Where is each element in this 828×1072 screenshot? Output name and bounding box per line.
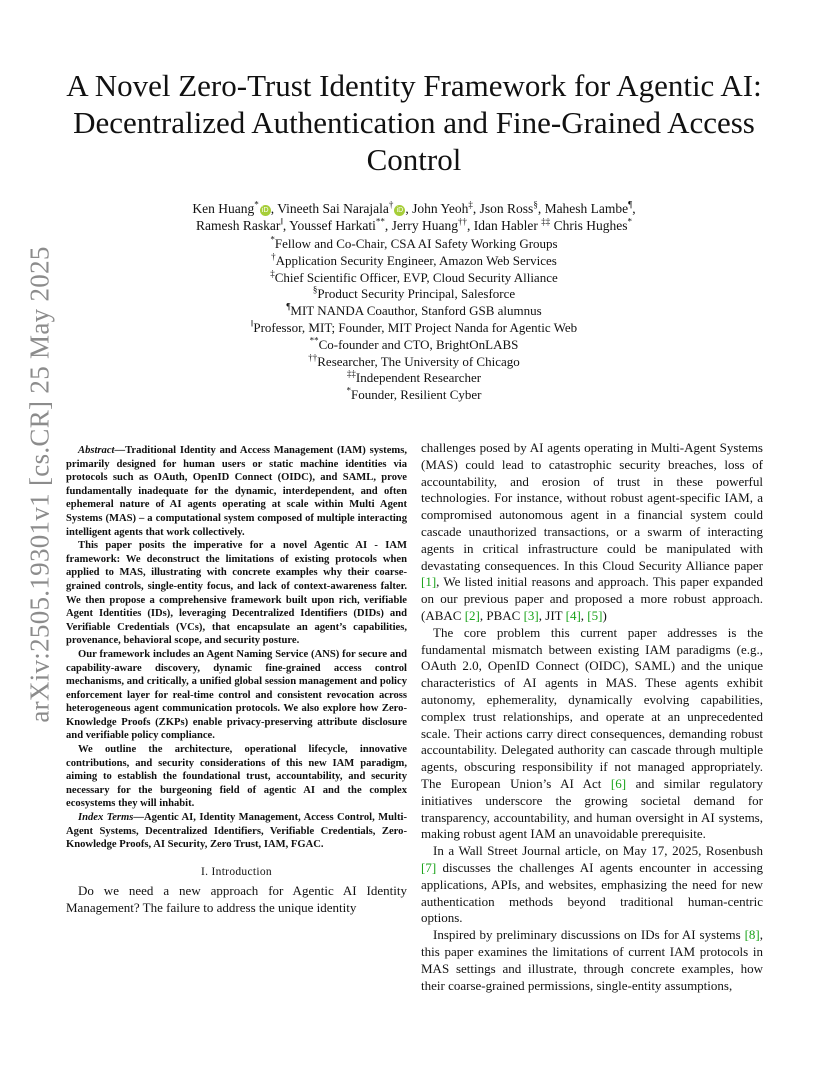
body-paragraph: Inspired by preliminary discussions on IDs for AI systems [8], this paper examines the limitations of current IAM protocols in MAS settings and illustrate, through concrete examples, how their coarse-grained permissions, single-entity assumptions, bbox=[421, 927, 763, 993]
citation-link[interactable]: [1] bbox=[421, 574, 437, 590]
affiliation: ‡Chief Scientific Officer, EVP, Cloud Security Alliance bbox=[270, 268, 558, 285]
intro-paragraph: Do we need a new approach for Agentic AI Identity Management? The failure to address the unique identity bbox=[66, 883, 407, 916]
affiliation-list bbox=[110, 236, 718, 404]
orcid-icon[interactable]: iD bbox=[394, 205, 405, 216]
citation-link[interactable]: [5] bbox=[587, 607, 603, 623]
author-name: Ramesh Raskar bbox=[196, 218, 281, 233]
citation-link[interactable]: [4] bbox=[565, 607, 581, 623]
abstract-paragraph: This paper posits the imperative for a novel Agentic AI - IAM framework: We deconstruct the limitations of existing protocols when applied to MAS, illustrating with concrete examples why their coarse-grained controls, single-entity focus, and lack of context-awareness falter. We then propose a comprehensive framework built upon rich, verifiable Agent Identities (IDs), leveraging Decentralized Identifiers (DIDs) and Verifiable Credentials (VCs), that encapsulate an agent’s capabilities, provenance, behavioral scope, and security posture. bbox=[66, 540, 407, 647]
citation-link[interactable]: [8] bbox=[744, 927, 760, 943]
citation-link[interactable]: [6] bbox=[610, 775, 627, 791]
abstract-paragraph: We outline the architecture, operational lifecycle, innovative contributions, and security considerations of this new IAM paradigm, aiming to establish the foundational trust, accountability, and security necessary for the burgeoning field of agentic AI and the complex ecosystems they will inhabit. bbox=[66, 744, 407, 810]
author-line-1: Ken Huang*iD , Vineeth Sai Narajala†iD , John Yeoh‡, Json Ross§, Mahesh Lambe¶, bbox=[192, 199, 636, 216]
index-terms: Index Terms—Agentic AI, Identity Management, Access Control, Multi-Agent Systems, Decentralized Identifiers, Verifiable Credentials, Zero-Knowledge Proofs, AI Security, Zero Trust, IAM, FGAC. bbox=[66, 812, 407, 851]
body-paragraph: challenges posed by AI agents operating in Multi-Agent Systems (MAS) could lead to catastrophic security breaches, loss of accountability, and erosion of trust in these powerful technologies. For instance, without robust agent-specific IAM, a compromised autonomous agent in a financial system could cascade unauthorized transactions, or a swarm of interacting agents in critical infrastructure could be manipulated with devastating consequences. In this Cloud Security Alliance paper [1], We listed initial reasons and approach. This paper expanded on our previous paper and proposed a more robust approach. (ABAC [2], PBAC [3], JIT [4], [5]) bbox=[421, 440, 763, 623]
author-name: Mahesh Lambe bbox=[544, 201, 629, 216]
body-paragraph: In a Wall Street Journal article, on May 17, 2025, Rosenbush [7] discusses the challenges AI agents encounter in accessing applications, APIs, and websites, emphasizing the need for new authentication methods beyond traditional human-centric options. bbox=[421, 843, 763, 926]
citation-link[interactable]: [3] bbox=[523, 607, 539, 623]
citation-link[interactable]: [7] bbox=[421, 859, 437, 875]
arxiv-stamp bbox=[22, 245, 58, 723]
affiliation: §Product Security Principal, Salesforce bbox=[312, 285, 516, 302]
right-column bbox=[421, 440, 763, 994]
citation-link[interactable]: [2] bbox=[464, 607, 480, 623]
section-heading: I. Introduction bbox=[201, 865, 272, 878]
paper-title: A Novel Zero-Trust Identity Framework for Agentic AI: Decentralized Authentication and Fine-Grained Access Control bbox=[66, 68, 762, 177]
left-column bbox=[66, 444, 407, 917]
affiliation: ‖Professor, MIT; Founder, MIT Project Nanda for Agentic Web bbox=[250, 318, 578, 335]
author-name: Ken Huang bbox=[192, 201, 255, 216]
abstract-paragraph: Our framework includes an Agent Naming Service (ANS) for secure and capability-aware discovery, dynamic fine-grained access control mechanisms, and critically, a unified global session management and policy enforcement layer for real-time control and consistent revocation across heterogeneous agent communication protocols. We also explore how Zero-Knowledge Proofs (ZKPs) enable privacy-preserving attribute disclosure and verifiable policy compliance. bbox=[66, 648, 407, 742]
body-paragraph: The core problem this current paper addresses is the fundamental mismatch between existing IAM paradigms (e.g., OAuth 2.0, OpenID Connect (OIDC), SAML) and the unique characteristics of AI agents in MAS. These agents exhibit autonomy, ephemerality, dynamically evolving capabilities, complex trust relationships, and operate at an unprecedented scale. Their actions carry direct consequences, demanding robust accountability. Delegated authority can cascade through multiple agents, obscuring responsibility if not managed appropriately. The European Union’s AI Act [6] and similar regulatory initiatives underscore the growing societal demand for transparency, accountability, and human oversight in AI systems, making robust agent IAM an unavoidable prerequisite. bbox=[421, 624, 763, 842]
author-name: Jerry Huang bbox=[391, 218, 459, 233]
orcid-icon[interactable]: iD bbox=[260, 205, 271, 216]
affiliation: ††Researcher, The University of Chicago bbox=[308, 352, 520, 369]
affiliation: ¶MIT NANDA Coauthor, Stanford GSB alumnus bbox=[286, 301, 542, 319]
author-name: John Yeoh bbox=[412, 201, 469, 216]
affiliation: **Co-founder and CTO, BrightOnLABS bbox=[309, 335, 519, 352]
affiliation: †Application Security Engineer, Amazon Web Services bbox=[271, 251, 557, 268]
arxiv-identifier: arXiv:2505.19301v1 [cs.CR] 25 May 2025 bbox=[24, 245, 55, 723]
affiliation: ‡‡Independent Researcher bbox=[346, 369, 482, 386]
author-name: Youssef Harkati bbox=[289, 218, 376, 233]
author-name: Vineeth Sai Narajala bbox=[277, 201, 389, 216]
affiliation: *Fellow and Co-Chair, CSA AI Safety Working Groups bbox=[270, 234, 558, 251]
abstract-paragraph: Abstract—Traditional Identity and Access Management (IAM) systems, primarily designed for human users or static machine identities via protocols such as OAuth, OpenID Connect (OIDC), and SAML, prove fundamentally inadequate for the dynamic, interdependent, and often ephemeral nature of AI agents operating at scale within Multi Agent Systems (MAS) – a computational system composed of multiple interacting intelligent agents that work collectively. bbox=[66, 445, 407, 538]
author-list bbox=[110, 200, 718, 234]
author-line-2: Ramesh Raskar‖, Youssef Harkati**, Jerry Huang††, Idan Habler ‡‡ Chris Hughes* bbox=[196, 216, 632, 233]
affiliation: *Founder, Resilient Cyber bbox=[346, 385, 482, 403]
author-name: Chris Hughes bbox=[553, 218, 628, 233]
author-name: Idan Habler bbox=[473, 218, 538, 233]
author-name: Json Ross bbox=[479, 201, 534, 216]
